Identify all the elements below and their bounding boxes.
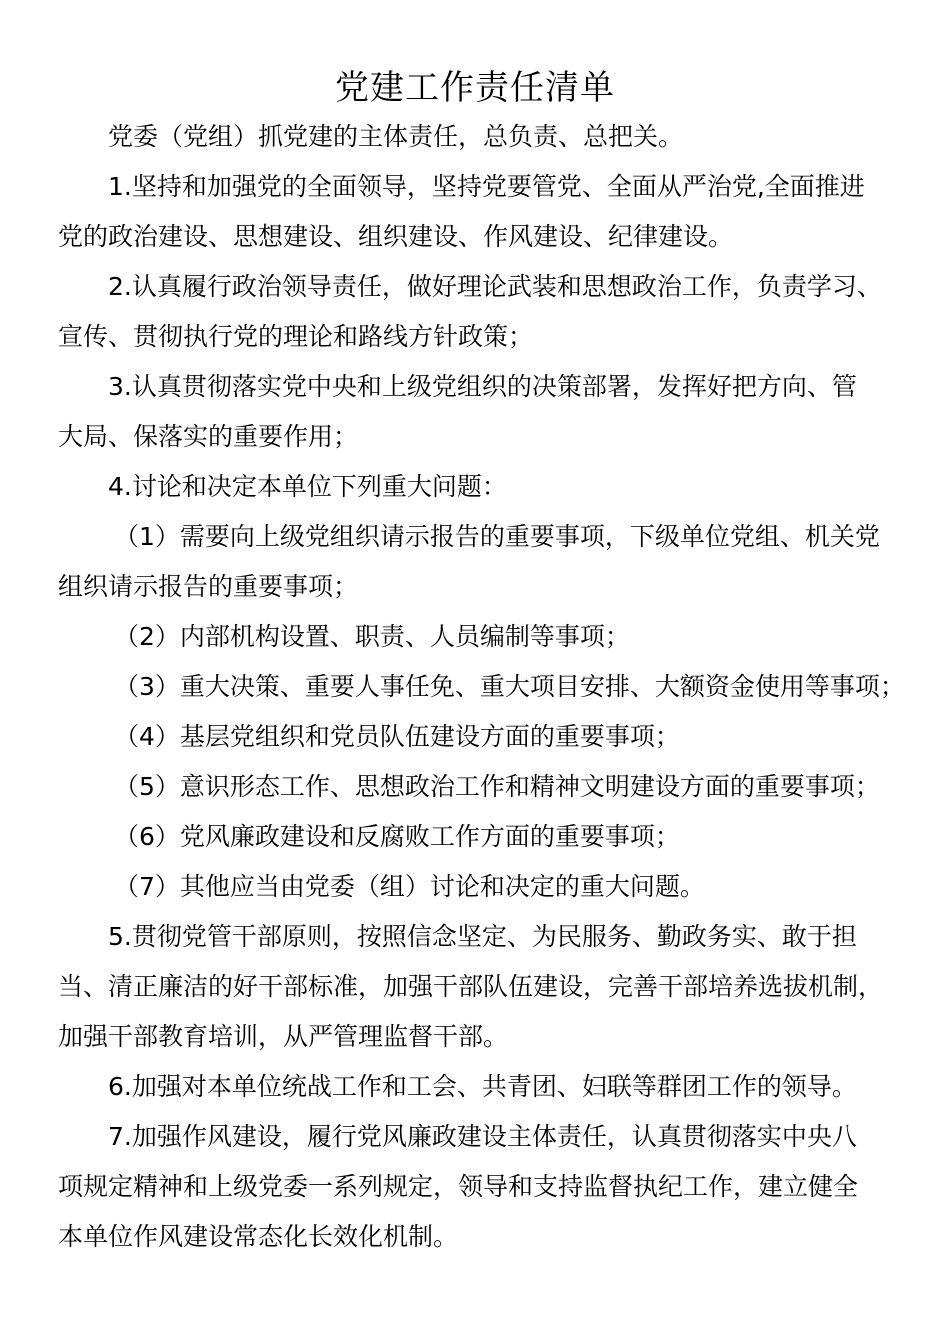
paragraph-item-2 [58, 262, 908, 362]
paragraph-line: 本单位作风建设常态化长效化机制。 [58, 1222, 459, 1251]
paragraph-line: 3.认真贯彻落实党中央和上级党组织的决策部署，发挥好把方向、管 [108, 372, 857, 401]
paragraph-line: （6）党风廉政建设和反腐败工作方面的重要事项； [114, 822, 680, 851]
paragraph-line: （4）基层党组织和党员队伍建设方面的重要事项； [114, 722, 680, 751]
paragraph-subitem-5 [58, 762, 908, 812]
paragraph-subitem-7 [58, 862, 908, 912]
paragraph-subitem-3 [58, 662, 908, 712]
paragraph-line: 组织请示报告的重要事项； [58, 572, 359, 601]
paragraph-subitem-4 [58, 712, 908, 762]
paragraph-intro [58, 112, 908, 162]
paragraph-subitem-1 [58, 512, 908, 612]
paragraph-line: （2）内部机构设置、职责、人员编制等事项； [114, 622, 630, 651]
paragraph-line: 7.加强作风建设，履行党风廉政建设主体责任，认真贯彻落实中央八 [108, 1122, 857, 1151]
paragraph-item-7 [58, 1112, 908, 1262]
paragraph-line: 2.认真履行政治领导责任，做好理论武装和思想政治工作，负责学习、 [108, 272, 882, 301]
paragraph-line: 6.加强对本单位统战工作和工会、共青团、妇联等群团工作的领导。 [108, 1072, 857, 1101]
paragraph-line: 项规定精神和上级党委一系列规定，领导和支持监督执纪工作，建立健全 [58, 1172, 859, 1201]
paragraph-line: （5）意识形态工作、思想政治工作和精神文明建设方面的重要事项； [114, 772, 880, 801]
paragraph-line: 大局、保落实的重要作用； [58, 422, 359, 451]
paragraph-line: 党的政治建设、思想建设、组织建设、作风建设、纪律建设。 [58, 222, 734, 251]
paragraph-item-4 [58, 462, 908, 512]
paragraph-line: （3）重大决策、重要人事任免、重大项目安排、大额资金使用等事项； [114, 672, 905, 701]
paragraph-item-1 [58, 162, 908, 262]
document-body [58, 112, 908, 1262]
paragraph-line: 1.坚持和加强党的全面领导，坚持党要管党、全面从严治党,全面推进 [108, 172, 865, 201]
paragraph-line: 加强干部教育培训，从严管理监督干部。 [58, 1022, 509, 1051]
paragraph-line: （7）其他应当由党委（组）讨论和决定的重大问题。 [114, 872, 705, 901]
paragraph-line: 5.贯彻党管干部原则，按照信念坚定、为民服务、勤政务实、敢于担 [108, 922, 857, 951]
paragraph-line: 党委（党组）抓党建的主体责任，总负责、总把关。 [108, 122, 684, 151]
paragraph-line: （1）需要向上级党组织请示报告的重要事项，下级单位党组、机关党 [114, 522, 880, 551]
paragraph-item-6 [58, 1062, 908, 1112]
paragraph-item-5 [58, 912, 908, 1062]
document-title: 党建工作责任清单 [335, 68, 615, 108]
paragraph-line: 当、清正廉洁的好干部标准，加强干部队伍建设，完善干部培养选拔机制， [58, 972, 884, 1001]
paragraph-line: 宣传、贯彻执行党的理论和路线方针政策； [58, 322, 534, 351]
paragraph-item-3 [58, 362, 908, 462]
paragraph-subitem-6 [58, 812, 908, 862]
paragraph-line: 4.讨论和决定本单位下列重大问题： [108, 472, 507, 501]
paragraph-subitem-2 [58, 612, 908, 662]
